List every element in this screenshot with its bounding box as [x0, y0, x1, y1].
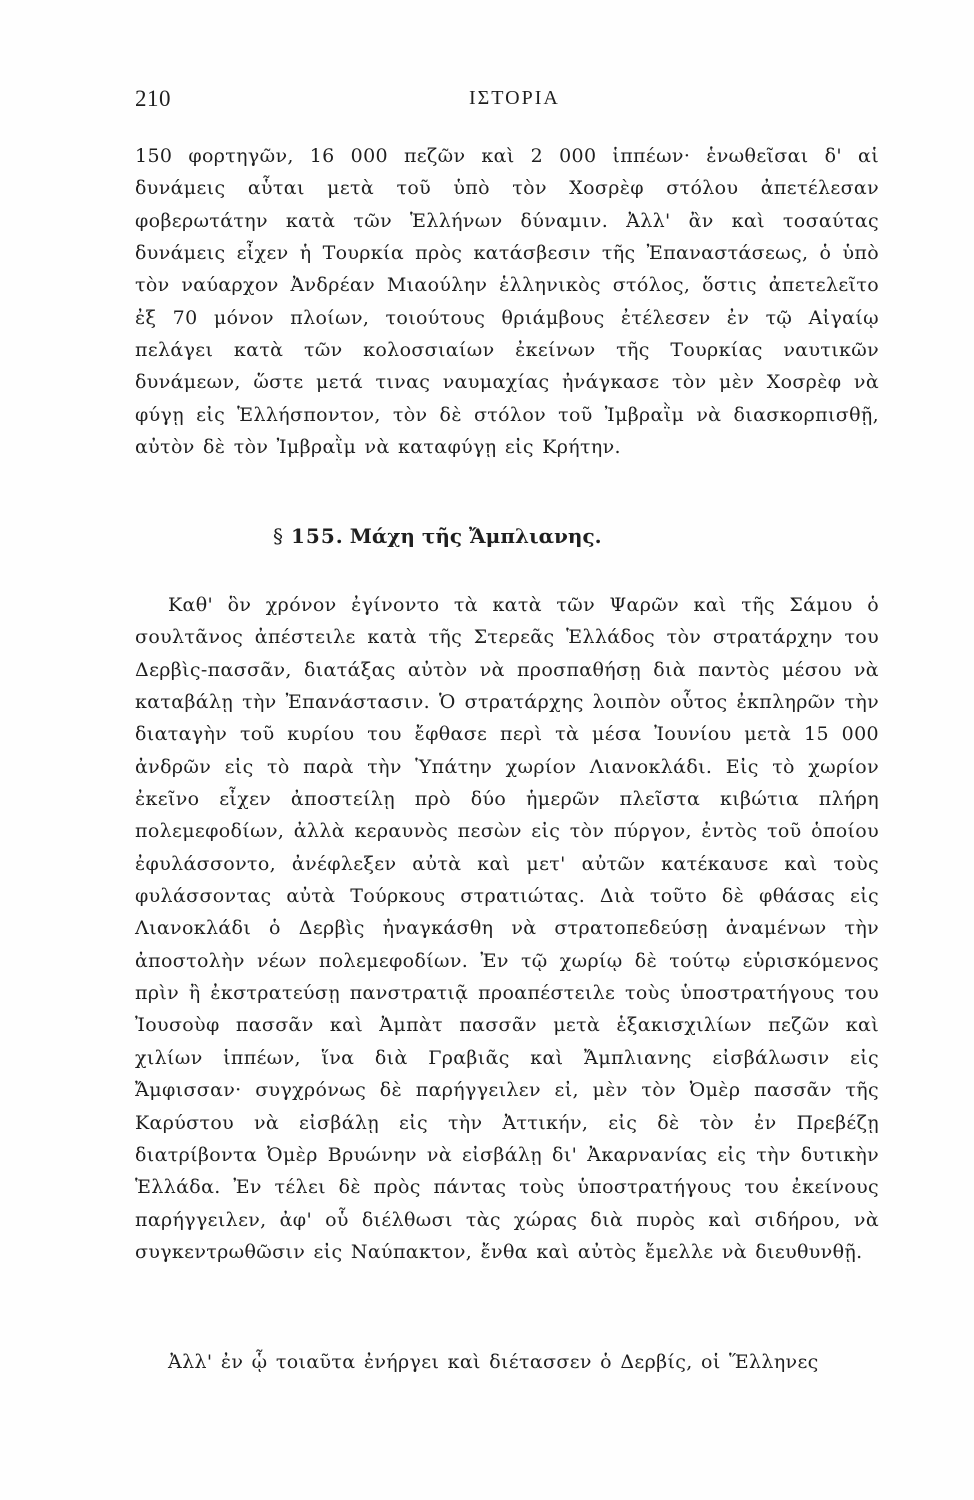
page-number: 210: [135, 86, 171, 111]
paragraph-continued: 150 φορτηγῶν, 16 000 πεζῶν καὶ 2 000 ἱππέων· ἑνωθεῖσαι δ' αἱ δυνάμεις αὗται μετὰ τοῦ ὑπὸ τὸν Χοσρὲφ στόλου ἀπετέλεσαν φοβερωτάτην κατὰ τῶν Ἑλλήνων δύναμιν. Ἀλλ' ἂν καὶ τοσαύτας δυνάμεις εἶχεν ἡ Τουρκία πρὸς κατάσβεσιν τῆς Ἐπαναστάσεως, ὁ ὑπὸ τὸν ναύαρχον Ἀνδρέαν Μιαούλην ἑλληνικὸς στόλος, ὅστις ἀπετελεῖτο ἐξ 70 μόνον πλοίων, τοιούτους θριάμβους ἐτέλεσεν ἐν τῷ Αἰγαίῳ πελάγει κατὰ τῶν κολοσσιαίων ἐκείνων τῆς Τουρκίας ναυτικῶν δυνάμεων, ὥστε μετά τινας ναυμαχίας ἠνάγκασε τὸν μὲν Χοσρὲφ νὰ φύγῃ εἰς Ἑλλήσποντον, τὸν δὲ στόλον τοῦ Ἰμβραῒμ νὰ διασκορπισθῇ, αὐτὸν δὲ τὸν Ἰμβραῒμ νὰ καταφύγῃ εἰς Κρήτην.: [135, 145, 879, 459]
paragraph-section-body: Καθ' ὃν χρόνον ἐγίνοντο τὰ κατὰ τῶν Ψαρῶν καὶ τῆς Σάμου ὁ σουλτᾶνος ἀπέστειλε κατὰ τῆς Στερεᾶς Ἑλλάδος τὸν στρατάρχην του Δερβὶς-πασσᾶν, διατάξας αὐτὸν νὰ προσπαθήσῃ διὰ παντὸς μέσου νὰ καταβάλῃ τὴν Ἐπανάστασιν. Ὁ στρατάρχης λοιπὸν οὗτος ἐκπληρῶν τὴν διαταγὴν τοῦ κυρίου του ἔφθασε περὶ τὰ μέσα Ἰουνίου μετὰ 15 000 ἀνδρῶν εἰς τὸ παρὰ τὴν Ὑπάτην χωρίον Λιανοκλάδι. Εἰς τὸ χωρίον ἐκεῖνο εἶχεν ἀποστείλῃ πρὸ δύο ἡμερῶν πλεῖστα κιβώτια πλήρη πολεμεφοδίων, ἀλλὰ κεραυνὸς πεσὼν εἰς τὸν πύργον, ἐντὸς τοῦ ὁποίου ἐφυλάσσοντο, ἀνέφλεξεν αὐτὰ καὶ μετ' αὐτῶν κατέκαυσε καὶ τοὺς φυλάσσοντας αὐτὰ Τούρκους στρατιώτας. Διὰ τοῦτο δὲ φθάσας εἰς Λιανοκλάδι ὁ Δερβὶς ἠναγκάσθη νὰ στρατοπεδεύσῃ ἀναμένων τὴν ἀποστολὴν νέων πολεμεφοδίων. Ἐν τῷ χωρίῳ δὲ τούτῳ εὑρισκόμενος πρὶν ἢ ἐκστρατεύσῃ πανστρατιᾷ προαπέστειλε τοὺς ὑποστρατήγους του Ἰουσοὺφ πασσᾶν καὶ Ἀμπὰτ πασσᾶν μετὰ ἑξακισχιλίων πεζῶν καὶ χιλίων ἱππέων, ἵνα διὰ Γραβιᾶς καὶ Ἄμπλιανης εἰσβάλωσιν εἰς Ἄμφισσαν· συγχρόνως δὲ παρήγγειλεν εἰ, μὲν τὸν Ὀμὲρ πασσᾶν τῆς Καρύστου νὰ εἰσβάλῃ εἰς τὴν Ἀττικήν, εἰς δὲ τὸν ἐν Πρεβέζῃ διατρίβοντα Ὀμὲρ Βρυώνην νὰ εἰσβάλῃ δι' Ἀκαρνανίας εἰς τὴν δυτικὴν Ἑλλάδα. Ἐν τέλει δὲ πρὸς πάντας τοὺς ὑποστρατήγους του ἐκείνους παρήγγειλεν, ἀφ' οὗ διέλθωσι τὰς χώρας διὰ πυρὸς καὶ σιδήρου, νὰ συγκεντρωθῶσιν εἰς Ναύπακτον, ἔνθα καὶ αὐτὸς ἔμελλε νὰ διευθυνθῇ.: [135, 594, 879, 1263]
section-number: 155.: [291, 524, 344, 548]
paragraph-final-line: Ἀλλ' ἐν ᾧ τοιαῦτα ἐνήργει καὶ διέτασσεν ὁ Δερβίς, οἱ Ἕλληνες: [168, 1351, 819, 1373]
page-header: [135, 86, 875, 118]
section-sign: §: [273, 524, 283, 548]
running-title: ΙΣΤΟΡΙΑ: [469, 87, 560, 109]
section-title: Μάχη τῆς Ἄμπλιανης.: [349, 524, 602, 548]
section-heading: [273, 521, 833, 551]
